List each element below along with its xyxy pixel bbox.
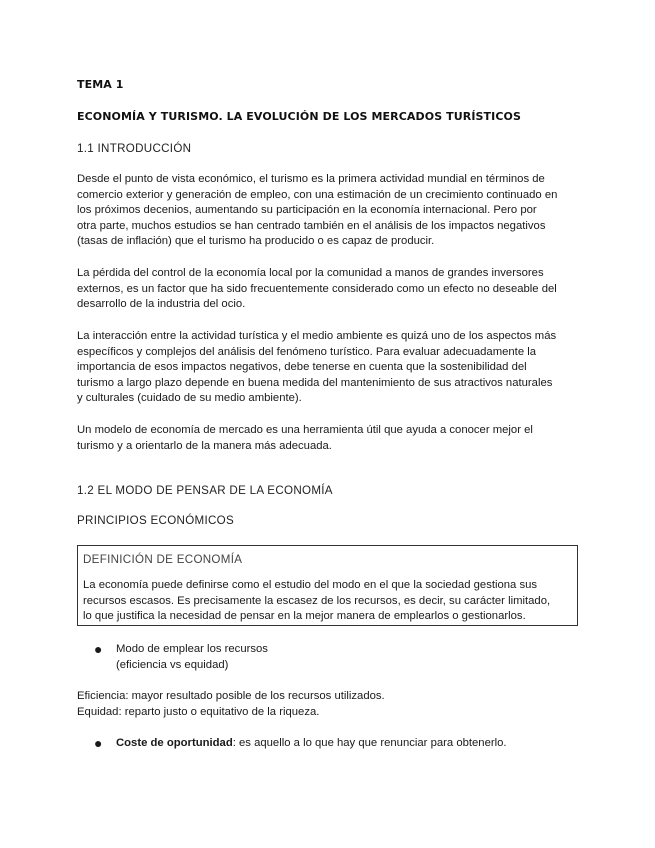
- definition-title: DEFINICIÓN DE ECONOMÍA: [83, 553, 243, 566]
- definition-line: La economía puede definirse como el estudio del modo en el que la sociedad gestiona sus: [83, 579, 538, 591]
- paragraph-line: otra parte, muchos estudios se han centrado también en el análisis de los impactos negativos: [77, 219, 546, 232]
- paragraph-1: [77, 172, 557, 250]
- definition-line: recursos escasos. Es precisamente la escasez de los recursos, es decir, su carácter limitado,: [83, 594, 551, 607]
- chapter-title: ECONOMÍA Y TURISMO. LA EVOLUCIÓN DE LOS MERCADOS TURÍSTICOS: [77, 110, 522, 123]
- paragraph-line: La interacción entre la actividad turística y el medio ambiente es quizá uno de los aspectos más: [77, 330, 557, 342]
- paragraph-line: La pérdida del control de la economía local por la comunidad a manos de grandes inversores: [77, 267, 544, 279]
- bullet-subtext: (eficiencia vs equidad): [116, 659, 229, 671]
- bullet-text: Modo de emplear los recursos: [116, 643, 268, 655]
- opportunity-cost-definition: : es aquello a lo que hay que renunciar para obtenerlo.: [232, 737, 507, 749]
- paragraph-line: Desde el punto de vista económico, el turismo es la primera actividad mundial en términos de: [77, 173, 545, 185]
- bullet-dot-icon: ●: [94, 641, 103, 657]
- equidad-definition: Equidad: reparto justo o equitativo de la riqueza.: [77, 705, 320, 718]
- definition-text: [83, 578, 550, 625]
- paragraph-line: externos, es un factor que ha sido frecuentemente considerado como un efecto no deseable del: [77, 282, 557, 295]
- opportunity-cost-term: Coste de oportunidad: [116, 737, 233, 749]
- paragraph-line: comercio exterior y generación de empleo, con una estimación de un crecimiento continuado en: [77, 188, 558, 201]
- paragraph-line: turismo a largo plazo depende en buena medida del mantenimiento de sus atractivos naturales: [77, 376, 553, 389]
- tema-heading: TEMA 1: [77, 78, 124, 91]
- section-heading-intro: 1.1 INTRODUCCIÓN: [77, 142, 192, 155]
- paragraph-line: turismo y a orientarlo de la manera más adecuada.: [77, 439, 332, 452]
- paragraph-2: [77, 266, 557, 313]
- paragraph-line: y culturales (cuidado de su medio ambiente).: [77, 392, 302, 405]
- efficiency-equity-definitions: [77, 689, 385, 720]
- definition-box: [77, 545, 578, 626]
- paragraph-line: desarrollo de la industria del ocio.: [77, 298, 246, 311]
- definition-line: lo que justifica la necesidad de pensar en la mejor manera de emplearlos o gestionarlos.: [83, 610, 526, 623]
- paragraph-line: específicos y complejos del análisis del fenómeno turístico. Para evaluar adecuadamente la: [77, 345, 537, 358]
- paragraph-line: los próximos decenios, aumentando su participación en la economía internacional. Pero por: [77, 204, 537, 217]
- eficiencia-definition: Eficiencia: mayor resultado posible de los recursos utilizados.: [77, 690, 385, 702]
- paragraph-4: [77, 423, 533, 454]
- bullet-text: [116, 736, 507, 752]
- section-heading-economy: 1.2 EL MODO DE PENSAR DE LA ECONOMÍA: [77, 484, 333, 497]
- principles-heading: PRINCIPIOS ECONÓMICOS: [77, 514, 235, 527]
- paragraph-line: Un modelo de economía de mercado es una herramienta útil que ayuda a conocer mejor el: [77, 424, 533, 436]
- paragraph-line: (tasas de inflación) que el turismo ha producido o es capaz de producir.: [77, 235, 435, 248]
- bullet-dot-icon: ●: [94, 735, 103, 751]
- paragraph-line: importancia de esos impactos negativos, debe tenerse en cuenta que la sostenibilidad del: [77, 361, 527, 374]
- paragraph-3: [77, 329, 556, 407]
